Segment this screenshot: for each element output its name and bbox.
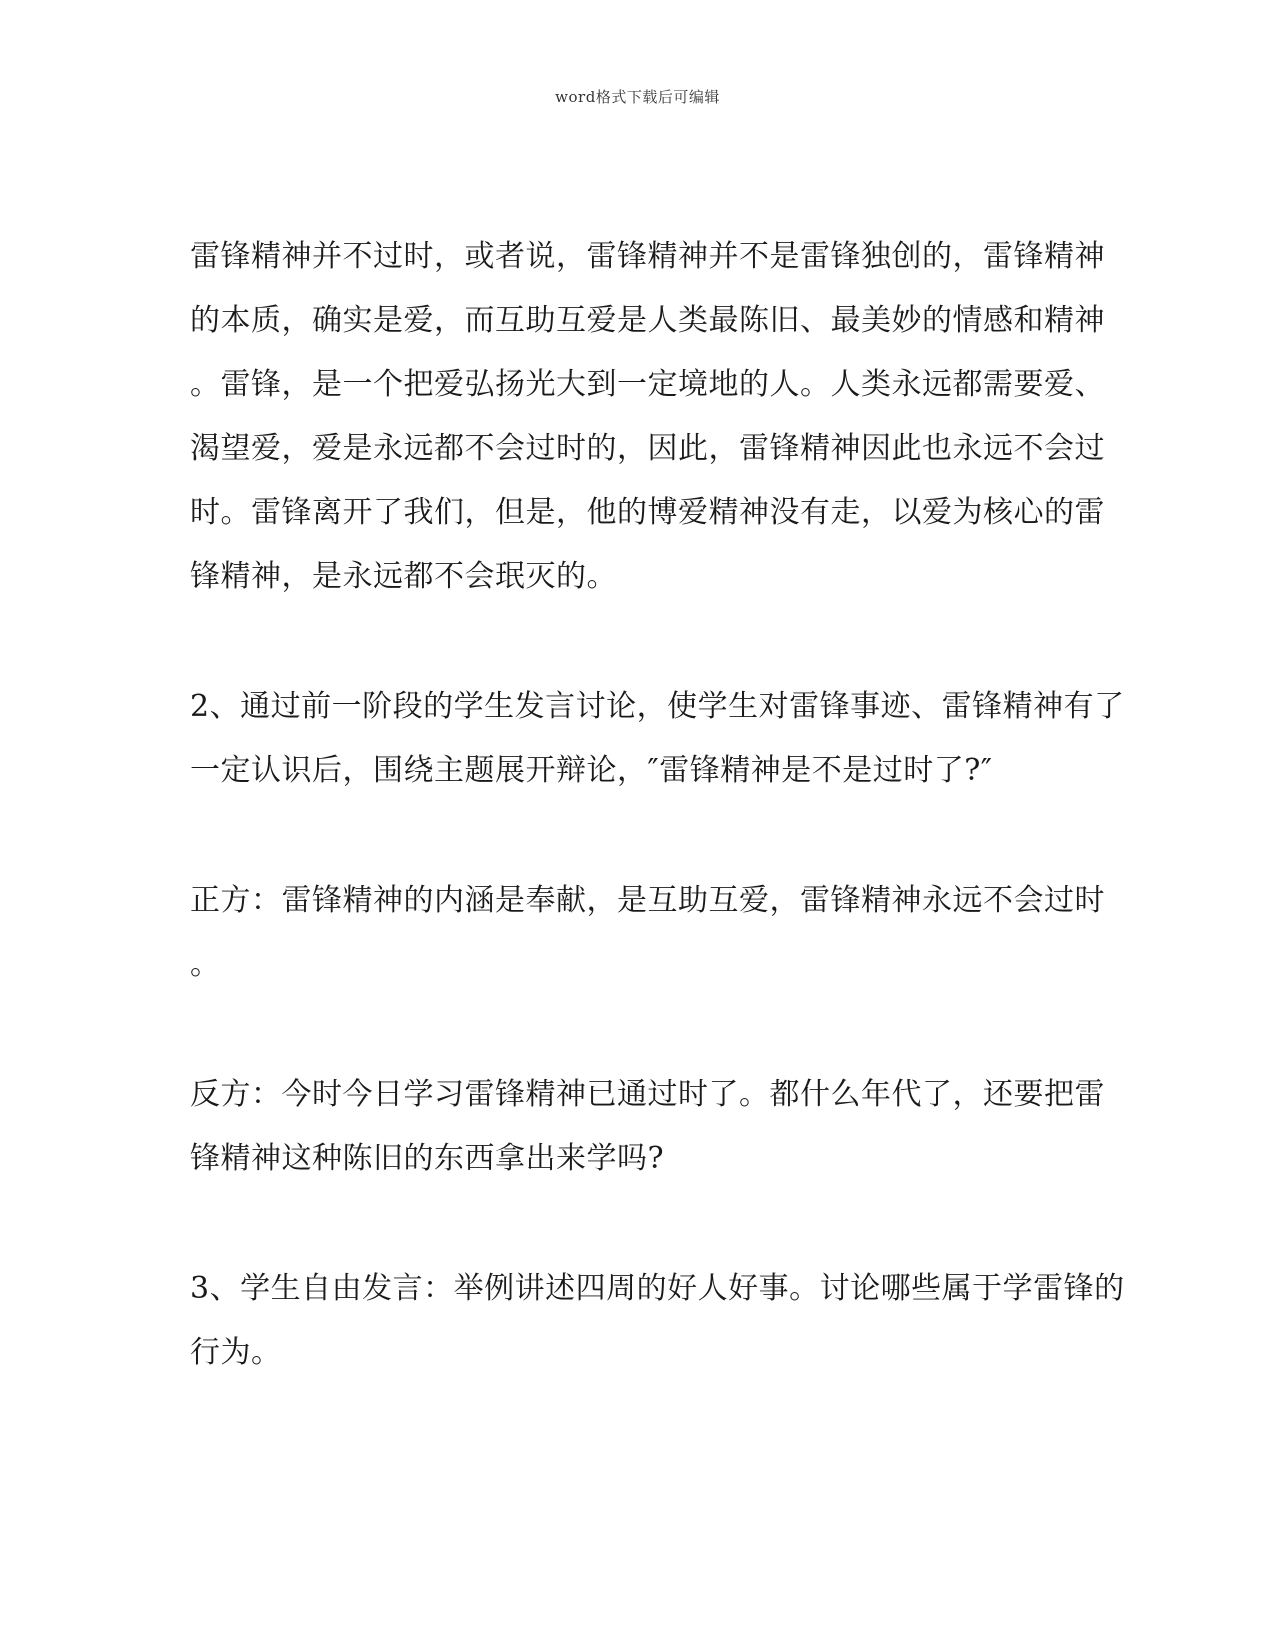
- paragraph-line: 3、学生自由发言：举例讲述四周的好人好事。讨论哪些属于学雷锋的: [190, 1271, 1125, 1306]
- paragraph-line: 锋精神，是永远都不会珉灭的。: [190, 559, 617, 594]
- paragraph-line: 渴望爱，爱是永远都不会过时的，因此，雷锋精神因此也永远不会过: [190, 431, 1105, 466]
- paragraph-lei-feng-spirit: [190, 225, 1105, 609]
- paragraph-line: 行为。: [190, 1335, 282, 1370]
- paragraph-line: 反方：今时今日学习雷锋精神已通过时了。都什么年代了，还要把雷: [190, 1077, 1105, 1112]
- paragraph-item-2: [190, 675, 1125, 803]
- paragraph-line: 时。雷锋离开了我们，但是，他的博爱精神没有走，以爱为核心的雷: [190, 495, 1105, 530]
- paragraph-line: 2、通过前一阶段的学生发言讨论，使学生对雷锋事迹、雷锋精神有了: [190, 689, 1125, 724]
- document-body: [190, 225, 1125, 1385]
- paragraph-line: 。: [190, 947, 221, 982]
- paragraph-line: 一定认识后，围绕主题展开辩论，″雷锋精神是不是过时了?″: [190, 753, 993, 788]
- paragraph-negative: [190, 1063, 1105, 1191]
- paragraph-line: 。雷锋，是一个把爱弘扬光大到一定境地的人。人类永远都需要爱、: [190, 367, 1105, 402]
- paragraph-line: 锋精神这种陈旧的东西拿出来学吗?: [190, 1141, 665, 1176]
- paragraph-line: 正方：雷锋精神的内涵是奉献，是互助互爱，雷锋精神永远不会过时: [190, 883, 1105, 918]
- paragraph-line: 的本质，确实是爱，而互助互爱是人类最陈旧、最美妙的情感和精神: [190, 303, 1105, 338]
- paragraph-item-3: [190, 1257, 1125, 1385]
- page-header: word格式下载后可编辑: [555, 88, 720, 106]
- paragraph-affirmative: [190, 869, 1105, 997]
- paragraph-line: 雷锋精神并不过时，或者说，雷锋精神并不是雷锋独创的，雷锋精神: [190, 239, 1105, 274]
